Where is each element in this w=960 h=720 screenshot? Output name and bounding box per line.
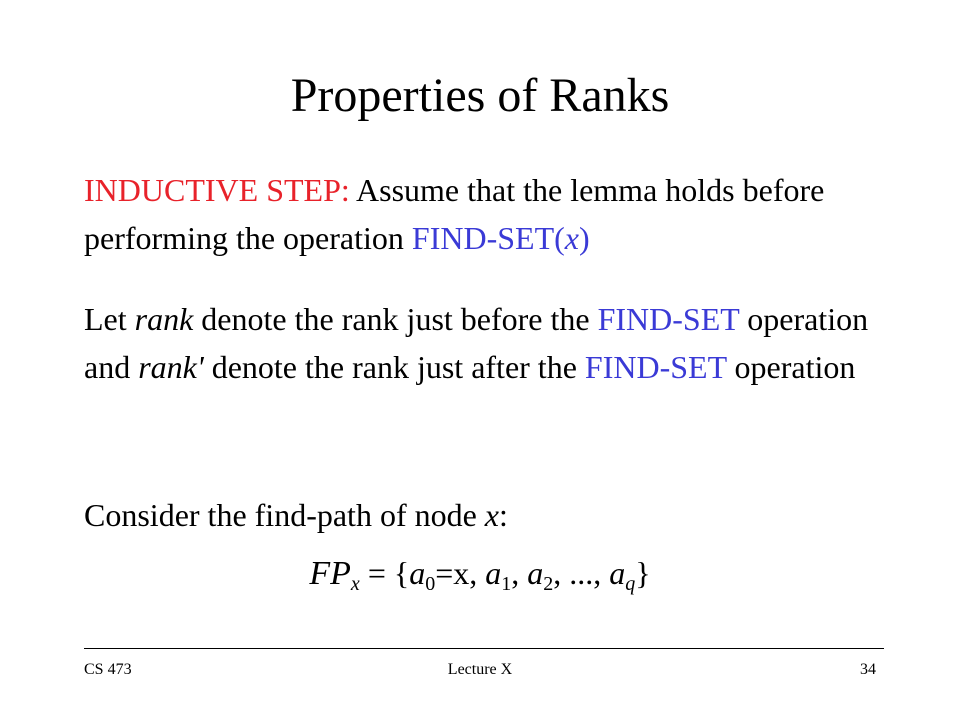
find-set-op-close: ) [578,220,590,256]
footer-lecture: Lecture X [447,661,513,678]
formula-eq: = { [359,555,410,591]
formula-a1: a [485,555,502,591]
formula-a1-sub: 1 [501,573,512,595]
formula-a0-rest: =x, [435,555,486,591]
formula-sep1: , [511,555,528,591]
formula-dots: , ..., [553,555,610,591]
formula-aq-sub: q [625,573,636,595]
slide-title: Properties of Ranks [290,69,670,122]
find-set-op-var: x [564,220,579,256]
inductive-step-text: Assume that the lemma holds before performing the operation [84,172,825,256]
formula-fp-sub: x [350,573,360,595]
find-path-var: x [484,497,499,533]
rank-text-2: denote the rank just before the [193,301,598,337]
footer-course: CS 473 [84,661,132,678]
find-set-keyword-2: FIND-SET [584,349,727,385]
footer-divider [84,648,884,649]
find-set-op-name: FIND-SET( [411,220,565,256]
rank-text-5: operation [726,349,856,385]
formula-a0: a [409,555,426,591]
formula-a2: a [527,555,544,591]
inductive-step-label: INDUCTIVE STEP: [84,172,350,208]
find-path-formula [0,543,960,604]
rank-term: rank [134,301,194,337]
formula-aq: a [609,555,626,591]
find-set-keyword-1: FIND-SET [597,301,740,337]
rank-text-1: Let [84,301,135,337]
formula-fp: FP [309,555,351,592]
formula-close: } [635,555,651,591]
rank-text-3: operation and [84,301,869,385]
find-path-paragraph [84,491,884,539]
formula-a0-sub: 0 [425,573,436,595]
find-set-op [412,220,590,256]
formula-a2-sub: 2 [543,573,554,595]
rank-definition-paragraph [84,295,884,391]
find-path-colon: : [499,497,508,533]
rank-prime-term: rank' [138,349,204,385]
footer-page-number: 34 [860,661,876,678]
inductive-step-paragraph [84,166,884,262]
rank-text-4: denote the rank just after the [203,349,585,385]
find-path-text: Consider the find-path of node [84,497,485,533]
